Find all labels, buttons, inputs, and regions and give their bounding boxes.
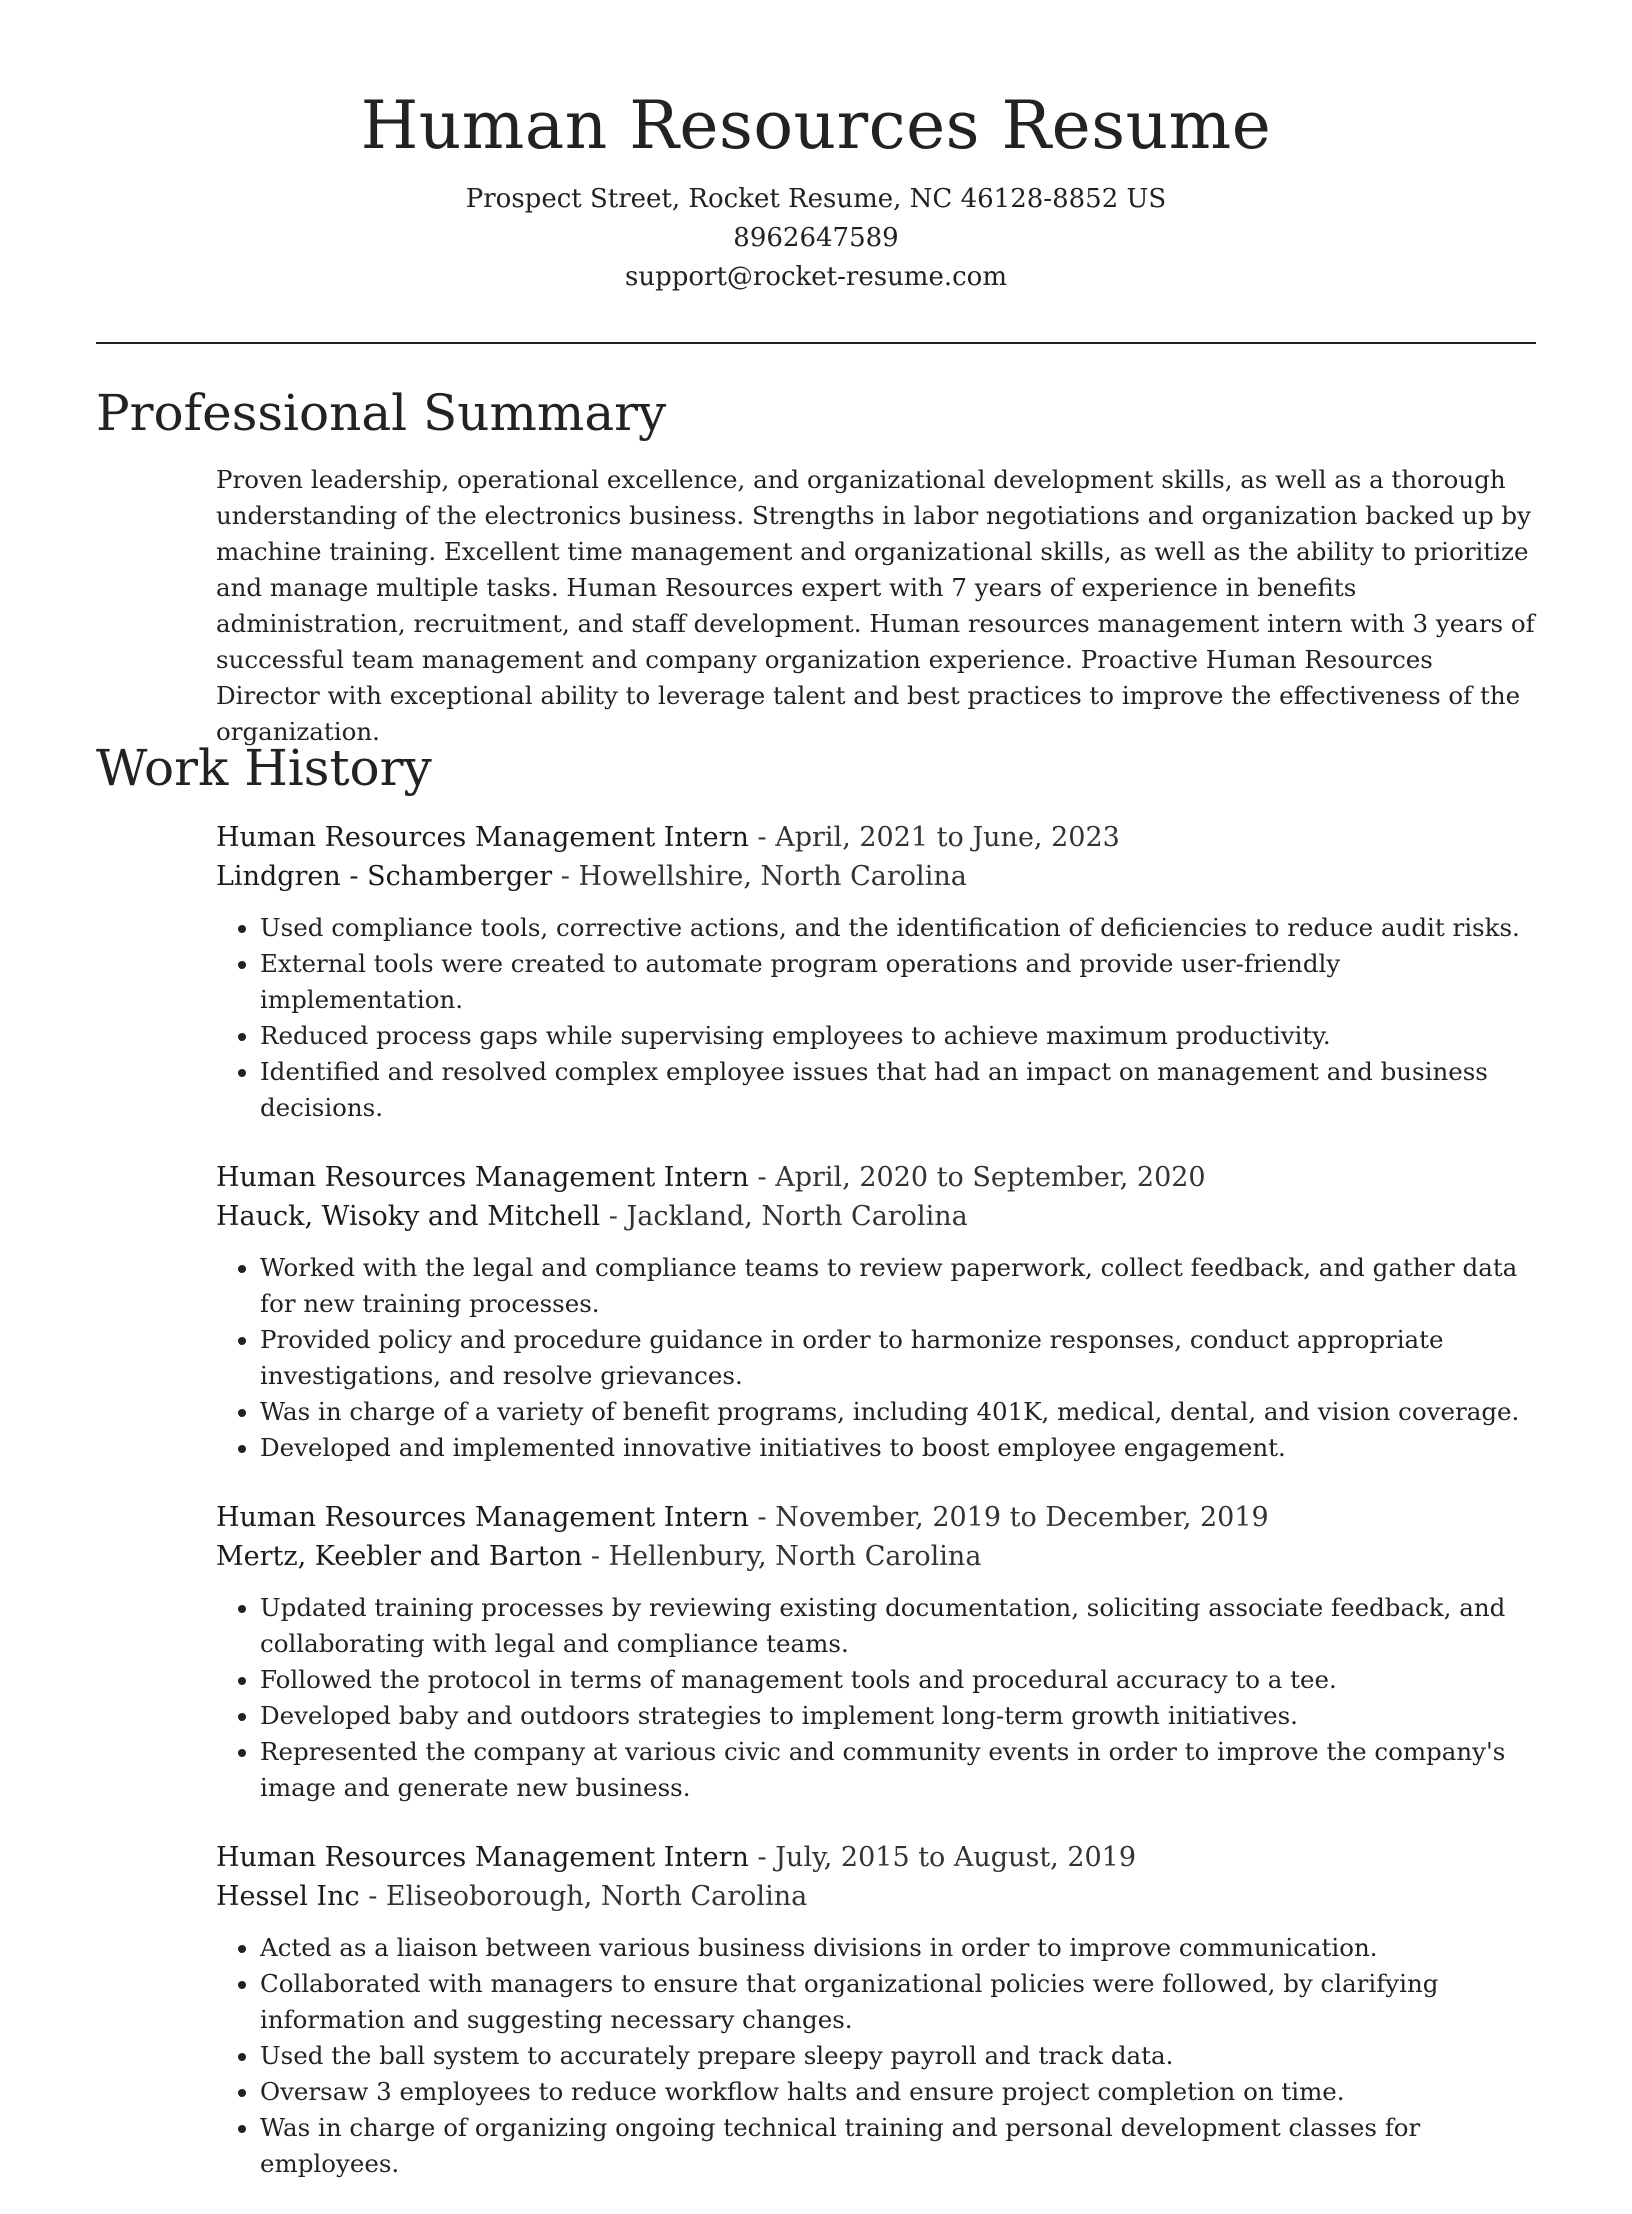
job-company: Lindgren - Schamberger <box>216 861 553 892</box>
list-item: • Oversaw 3 employees to reduce workflow halts and ensure project completion on time. <box>260 2074 1536 2110</box>
job-dates: July, 2015 to August, 2019 <box>775 1842 1137 1873</box>
list-item: • Developed and implemented innovative initiatives to boost employee engagement. <box>260 1430 1536 1466</box>
work-history-section <box>216 818 1536 2214</box>
job-location: Howellshire, North Carolina <box>578 861 967 892</box>
job-title: Human Resources Management Intern <box>216 822 749 853</box>
job-location: Eliseoborough, North Carolina <box>385 1881 808 1912</box>
job-title-line: Human Resources Management Intern - July, 2015 to August, 2019 <box>216 1842 1137 1873</box>
job-title: Human Resources Management Intern <box>216 1842 749 1873</box>
job-company-line: Mertz, Keebler and Barton - Hellenbury, North Carolina <box>216 1541 982 1572</box>
list-item: • Was in charge of organizing ongoing technical training and personal development classes for employees. <box>260 2110 1536 2182</box>
contact-address: Prospect Street, Rocket Resume, NC 46128-8852 US <box>465 184 1167 214</box>
resume-title: Human Resources Resume <box>360 87 1272 164</box>
job-company-line: Hauck, Wisoky and Mitchell - Jackland, North Carolina <box>216 1201 968 1232</box>
list-item: • Followed the protocol in terms of management tools and procedural accuracy to a tee. <box>260 1662 1536 1698</box>
job-bullets <box>216 910 1536 1126</box>
list-item: • Was in charge of a variety of benefit programs, including 401K, medical, dental, and vision coverage. <box>260 1394 1536 1430</box>
summary-section <box>216 462 1536 750</box>
list-item: • Collaborated with managers to ensure that organizational policies were followed, by clarifying information and suggesting necessary changes. <box>260 1966 1536 2038</box>
job-bullets <box>216 1590 1536 1806</box>
job-entry <box>216 1498 1536 1806</box>
job-title: Human Resources Management Intern <box>216 1162 749 1193</box>
job-location: Jackland, North Carolina <box>626 1201 968 1232</box>
job-entry <box>216 1838 1536 2182</box>
job-bullets <box>216 1930 1536 2182</box>
job-company: Hauck, Wisoky and Mitchell <box>216 1201 601 1232</box>
work-history-heading: Work History <box>96 739 432 797</box>
job-title-line: Human Resources Management Intern - April, 2020 to September, 2020 <box>216 1162 1206 1193</box>
job-dates: April, 2021 to June, 2023 <box>775 822 1120 853</box>
list-item: • Acted as a liaison between various business divisions in order to improve communication. <box>260 1930 1536 1966</box>
job-dates: November, 2019 to December, 2019 <box>775 1502 1269 1533</box>
job-company: Mertz, Keebler and Barton <box>216 1541 583 1572</box>
list-item: • Used the ball system to accurately prepare sleepy payroll and track data. <box>260 2038 1536 2074</box>
header-divider <box>96 342 1536 344</box>
job-company-line: Lindgren - Schamberger - Howellshire, North Carolina <box>216 861 967 892</box>
contact-email: support@rocket-resume.com <box>624 262 1007 292</box>
list-item: • Identified and resolved complex employee issues that had an impact on management and business decisions. <box>260 1054 1536 1126</box>
job-dates: April, 2020 to September, 2020 <box>775 1162 1206 1193</box>
job-entry <box>216 818 1536 1126</box>
list-item: • Used compliance tools, corrective actions, and the identification of deficiencies to reduce audit risks. <box>260 910 1536 946</box>
list-item: • Worked with the legal and compliance teams to review paperwork, collect feedback, and gather data for new training processes. <box>260 1250 1536 1322</box>
list-item: • External tools were created to automate program operations and provide user-friendly implementation. <box>260 946 1536 1018</box>
contact-block <box>0 180 1632 297</box>
summary-text: Proven leadership, operational excellence, and organizational development skills, as well as a thorough understanding of the electronics business. Strengths in labor negotiations and organization backed up by machine training. Excellent time management and organizational skills, as well as the ability to prioritize and manage multiple tasks. Human Resources expert with 7 years of experience in benefits administration, recruitment, and staff development. Human resources management intern with 3 years of successful team management and company organization experience. Proactive Human Resources Director with exceptional ability to leverage talent and best practices to improve the effectiveness of the organization. <box>216 465 1535 746</box>
job-title: Human Resources Management Intern <box>216 1502 749 1533</box>
job-location: Hellenbury, North Carolina <box>608 1541 982 1572</box>
job-entry <box>216 1158 1536 1466</box>
resume-header <box>0 0 1632 297</box>
list-item: • Reduced process gaps while supervising employees to achieve maximum productivity. <box>260 1018 1536 1054</box>
job-company: Hessel Inc <box>216 1881 360 1912</box>
job-title-line: Human Resources Management Intern - April, 2021 to June, 2023 <box>216 822 1120 853</box>
list-item: • Represented the company at various civic and community events in order to improve the company's image and generate new business. <box>260 1734 1536 1806</box>
summary-heading: Professional Summary <box>96 384 667 442</box>
list-item: • Updated training processes by reviewing existing documentation, soliciting associate feedback, and collaborating with legal and compliance teams. <box>260 1590 1536 1662</box>
list-item: • Provided policy and procedure guidance in order to harmonize responses, conduct appropriate investigations, and resolve grievances. <box>260 1322 1536 1394</box>
job-title-line: Human Resources Management Intern - November, 2019 to December, 2019 <box>216 1502 1269 1533</box>
job-bullets <box>216 1250 1536 1466</box>
contact-phone: 8962647589 <box>733 223 899 253</box>
list-item: • Developed baby and outdoors strategies to implement long-term growth initiatives. <box>260 1698 1536 1734</box>
job-company-line: Hessel Inc - Eliseoborough, North Carolina <box>216 1881 808 1912</box>
